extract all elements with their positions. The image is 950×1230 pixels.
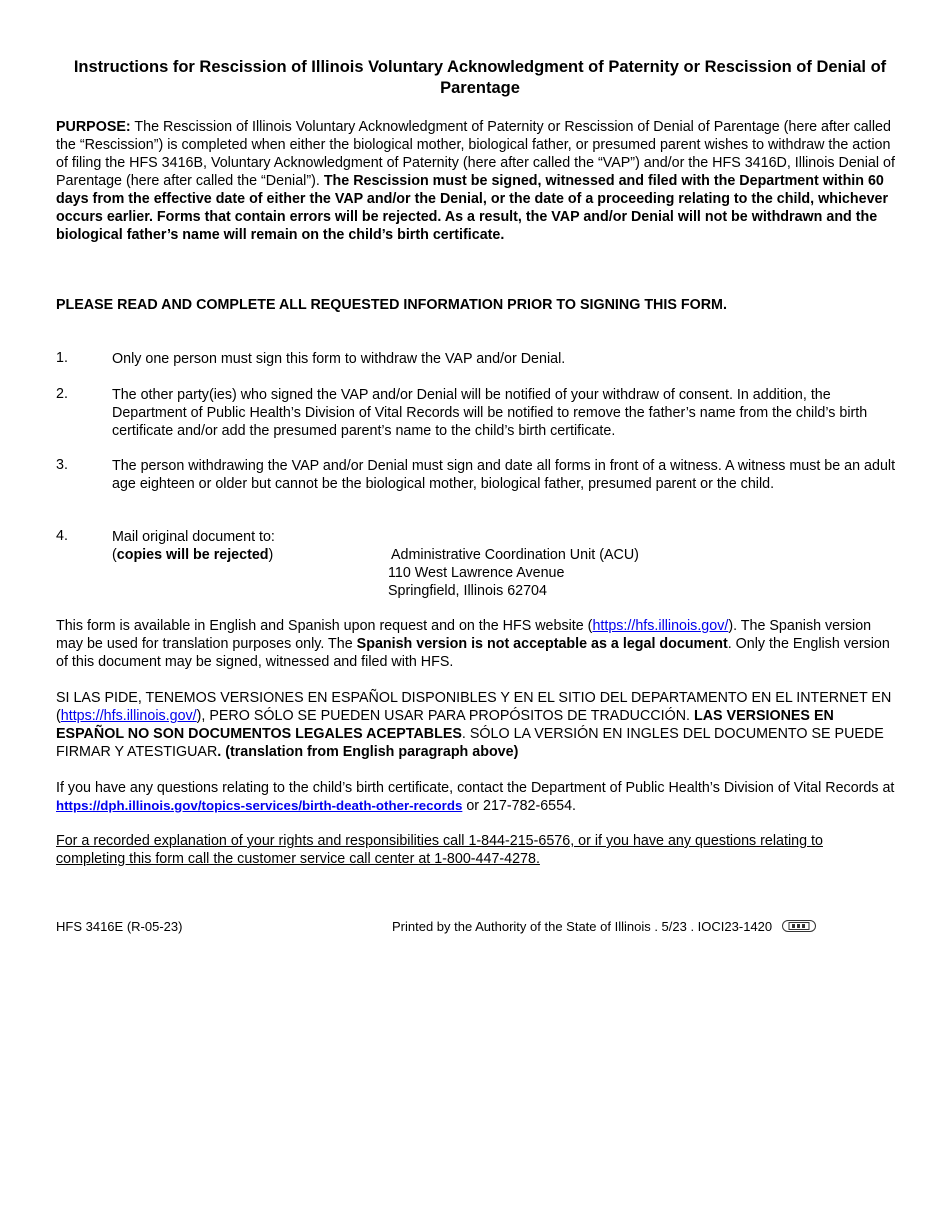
form-id: HFS 3416E (R-05-23) xyxy=(56,919,183,934)
item-text-4: Mail original document to: xyxy=(112,529,275,545)
purpose-paragraph xyxy=(56,118,896,244)
spanish-bold-2: . (translation from English paragraph above) xyxy=(217,744,519,760)
hfs-website-link[interactable]: https://hfs.illinois.gov/ xyxy=(592,618,729,634)
spanish-text-2: ), PERO SÓLO SE PUEDEN USAR PARA PROPÓSITOS DE TRADUCCIÓN. xyxy=(196,708,694,724)
availability-text-2: ). The Spanish version may be used for translation purposes only. The xyxy=(56,618,872,652)
item-number-2: 2. xyxy=(56,386,68,402)
page-title: Instructions for Rescission of Illinois Voluntary Acknowledgment of Paternity or Rescission of Denial of Parentage xyxy=(73,58,887,97)
item-text-3: The person withdrawing the VAP and/or Denial must sign and date all forms in front of a witness. A witness must be an adult age eighteen or older but cannot be the biological mother, biological father, presumed parent or the child. xyxy=(112,458,896,492)
item-text-2: The other party(ies) who signed the VAP and/or Denial will be notified of your withdraw of consent. In addition, the Department of Public Health’s Division of Vital Records will be notified to remove the father’s name from the child’s birth certificate and/or add the presumed parent’s name to the child’s birth certificate. xyxy=(112,387,868,439)
address-line-2: 110 West Lawrence Avenue xyxy=(388,565,565,581)
address-line-1: Administrative Coordination Unit (ACU) xyxy=(391,547,639,563)
availability-bold: Spanish version is not acceptable as a legal document xyxy=(356,636,728,652)
union-bug-icon xyxy=(782,920,816,935)
item-text-1: Only one person must sign this form to withdraw the VAP and/or Denial. xyxy=(112,351,566,367)
spanish-text-1: SI LAS PIDE, TENEMOS VERSIONES EN ESPAÑOL DISPONIBLES Y EN EL SITIO DEL DEPARTAMENTO EN EL INTERNET EN ( xyxy=(56,690,892,724)
address-line-3: Springfield, Illinois 62704 xyxy=(388,583,547,599)
availability-paragraph xyxy=(56,617,896,671)
purpose-label: PURPOSE: xyxy=(56,119,131,135)
availability-text-1: This form is available in English and Spanish upon request and on the HFS website ( xyxy=(56,618,593,634)
spanish-bold: LAS VERSIONES EN ESPAÑOL NO SON DOCUMENTOS LEGALES ACEPTABLES xyxy=(56,708,834,742)
dph-records-link[interactable]: https://dph.illinois.gov/topics-services/birth-death-other-records xyxy=(56,798,463,813)
hfs-website-link-spanish[interactable]: https://hfs.illinois.gov/ xyxy=(60,708,197,724)
notice-heading: PLEASE READ AND COMPLETE ALL REQUESTED INFORMATION PRIOR TO SIGNING THIS FORM. xyxy=(56,297,727,313)
recorded-text: For a recorded explanation of your rights and responsibilities call 1-844-215-6576, or if you have any questions relating to completing this form call the customer service call center at 1-800-447-4278. xyxy=(56,833,823,867)
purpose-bold-text: The Rescission must be signed, witnessed and filed with the Department within 60 days from the effective date of either the VAP and/or the Denial, or the date of a proceeding relating to the child, whichever occurs earlier. Forms that contain errors will be rejected. As a result, the VAP and/or Denial will not be withdrawn and the biological father’s name will remain on the child’s birth certificate. xyxy=(56,173,889,243)
questions-paragraph xyxy=(56,779,896,815)
item-number-4: 4. xyxy=(56,528,68,544)
spanish-paragraph xyxy=(56,689,896,761)
copies-note xyxy=(112,546,372,564)
item-number-3: 3. xyxy=(56,457,68,473)
printed-by xyxy=(392,919,816,935)
copies-close: ) xyxy=(268,547,274,563)
copies-open: ( xyxy=(112,547,117,563)
spanish-text-3: . SÓLO LA VERSIÓN EN INGLES DEL DOCUMENTO SE PUEDE FIRMAR Y ATESTIGUAR xyxy=(56,726,884,760)
availability-text-3: . Only the English version of this document may be signed, witnessed and filed with HFS. xyxy=(56,636,890,670)
questions-text-1: If you have any questions relating to the child’s birth certificate, contact the Department of Public Health’s Division of Vital Records at xyxy=(56,780,895,796)
printed-by-text: Printed by the Authority of the State of Illinois . 5/23 . IOCI23-1420 xyxy=(392,919,773,934)
purpose-text: The Rescission of Illinois Voluntary Acknowledgment of Paternity or Rescission of Denial of Parentage (here after called the “Rescission”) is completed when either the biological mother, biological father, or presumed parent wishes to withdraw the action of filing the HFS 3416B, Voluntary Acknowledgment of Paternity (here after called the “VAP”) and/or the HFS 3416D, Illinois Denial of Parentage (here after called the “Denial”). xyxy=(56,119,895,189)
copies-warning: copies will be rejected xyxy=(116,547,269,563)
item-number-1: 1. xyxy=(56,350,68,366)
questions-text-2: or 217-782-6554. xyxy=(462,798,577,814)
recorded-paragraph xyxy=(56,832,826,868)
